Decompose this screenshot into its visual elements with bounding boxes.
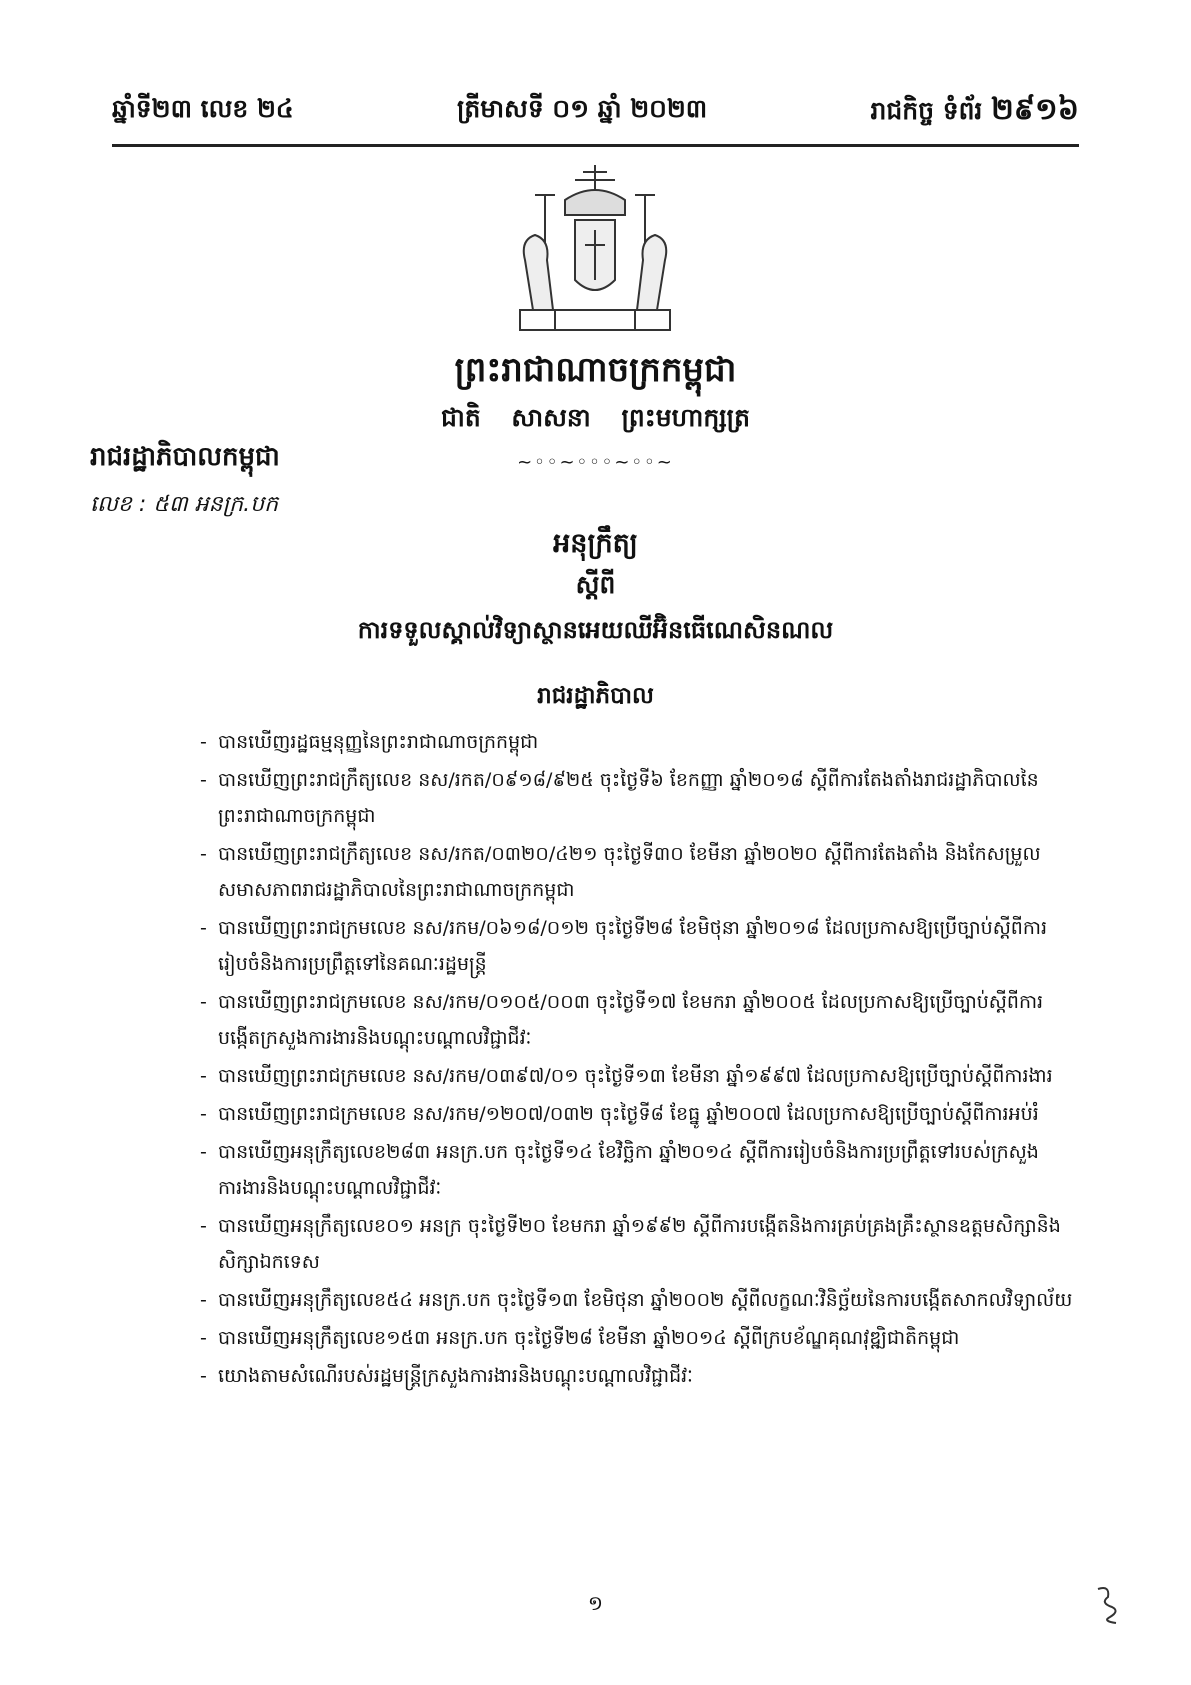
issuing-government: រាជរដ្ឋាភិបាលកម្ពុជា — [90, 442, 280, 472]
recital-item: - បានឃើញព្រះរាជក្រមលេខ នស/រកម/០៦១៨/០១២ ចុះថ្ងៃទី២៨ ខែមិថុនា ឆ្នាំ២០១៨ ដែលប្រកាសឱ្យប្រើច្បាប់ស្តីពីការរៀបចំនិងការប្រព្រឹត្តទៅនៃគណៈរដ្ឋមន្ត្រី — [204, 910, 1079, 982]
recital-item: - បានឃើញអនុក្រឹត្យលេខ២៨៣ អនក្រ.បក ចុះថ្ងៃទី១៤ ខែវិច្ឆិកា ឆ្នាំ២០១៤ ស្តីពីការរៀបចំនិងការប្រព្រឹត្តទៅរបស់ក្រសួងការងារនិងបណ្តុះបណ្តាលវិជ្ជាជីវៈ — [204, 1134, 1079, 1206]
recital-item: - បានឃើញព្រះរាជក្រមលេខ នស/រកម/០១០៥/០០៣ ចុះថ្ងៃទី១៧ ខែមករា ឆ្នាំ២០០៥ ដែលប្រកាសឱ្យប្រើច្បាប់ស្តីពីការបង្កើតក្រសួងការងារនិងបណ្តុះបណ្តាលវិជ្ជាជីវៈ — [204, 984, 1079, 1056]
recital-item: - បានឃើញព្រះរាជក្រឹត្យលេខ នស/រកត/០៩១៨/៩២៥ ចុះថ្ងៃទី៦ ខែកញ្ញា ឆ្នាំ២០១៨ ស្តីពីការតែងតាំងរាជរដ្ឋាភិបាលនៃព្រះរាជាណាចក្រកម្ពុជា — [204, 762, 1079, 834]
header-page — [871, 90, 1079, 134]
recital-item: - បានឃើញអនុក្រឹត្យលេខ១៥៣ អនក្រ.បក ចុះថ្ងៃទី២៨ ខែមីនា ឆ្នាំ២០១៤ ស្តីពីក្របខ័ណ្ឌគុណវុឌ្ឍិជាតិកម្ពុជា — [204, 1320, 1079, 1356]
header-page-number: ២៩១៦ — [991, 92, 1079, 127]
about-label: ស្តីពី — [575, 570, 616, 599]
kingdom-title: ព្រះរាជាណាចក្រកម្ពុជា — [454, 350, 737, 390]
document-number: លេខ : ៥៣ អនក្រ.បក — [90, 492, 279, 517]
recital-item: - បានឃើញព្រះរាជក្រឹត្យលេខ នស/រកត/០៣២០/៤២១ ចុះថ្ងៃទី៣០ ខែមីនា ឆ្នាំ២០២០ ស្តីពីការតែងតាំង និងកែសម្រួលសមាសភាពរាជរដ្ឋាភិបាលនៃព្រះរាជាណាចក្រកម្ពុជា — [204, 836, 1079, 908]
gazette-header — [112, 92, 1079, 132]
national-motto: ជាតិ សាសនា ព្រះមហាក្សត្រ — [441, 403, 750, 432]
decorative-flourish: ~◦◦~◦◦◦~◦◦~ — [517, 452, 674, 473]
header-quarter: ត្រីមាសទី ០១ ឆ្នាំ ២០២៣ — [456, 94, 708, 123]
handwritten-initial-icon — [1090, 1583, 1126, 1625]
header-year-issue: ឆ្នាំទី២៣ លេខ ២៤ — [112, 94, 294, 123]
recital-list — [204, 724, 1079, 1396]
recital-item: - បានឃើញអនុក្រឹត្យលេខ៥៤ អនក្រ.បក ចុះថ្ងៃទី១៣ ខែមិថុនា ឆ្នាំ២០០២ ស្តីពីលក្ខណៈវិនិច្ឆ័យនៃការបង្កើតសាកលវិទ្យាល័យ — [204, 1282, 1079, 1318]
recital-item: - យោងតាមសំណើរបស់រដ្ឋមន្ត្រីក្រសួងការងារនិងបណ្តុះបណ្តាលវិជ្ជាជីវៈ — [204, 1358, 1079, 1394]
document-type: អនុក្រឹត្យ — [553, 528, 638, 559]
issuing-authority: រាជរដ្ឋាភិបាល — [537, 683, 654, 709]
recital-item: - បានឃើញរដ្ឋធម្មនុញ្ញនៃព្រះរាជាណាចក្រកម្ពុជា — [204, 724, 1079, 760]
recital-item: - បានឃើញព្រះរាជក្រមលេខ នស/រកម/១២០៧/០៣២ ចុះថ្ងៃទី៨ ខែធ្នូ ឆ្នាំ២០០៧ ដែលប្រកាសឱ្យប្រើច្បាប់ស្តីពីការអប់រំ — [204, 1096, 1079, 1132]
royal-coat-of-arms-icon — [505, 160, 685, 350]
recital-item: - បានឃើញអនុក្រឹត្យលេខ០១ អនក្រ ចុះថ្ងៃទី២០ ខែមករា ឆ្នាំ១៩៩២ ស្តីពីការបង្កើតនិងការគ្រប់គ្រងគ្រឹះស្ថានឧត្តមសិក្សានិងសិក្សាឯកទេស — [204, 1208, 1079, 1280]
page-number: ១ — [587, 1591, 604, 1615]
recital-item: - បានឃើញព្រះរាជក្រមលេខ នស/រកម/០៣៩៧/០១ ចុះថ្ងៃទី១៣ ខែមីនា ឆ្នាំ១៩៩៧ ដែលប្រកាសឱ្យប្រើច្បាប់ស្តីពីការងារ — [204, 1058, 1079, 1094]
header-page-label: រាជកិច្ច ទំព័រ — [870, 96, 983, 125]
document-subject: ការទទួលស្គាល់វិទ្យាស្ថានអេយឈីអ៊ិនធើណេសិនណល — [357, 616, 834, 644]
header-rule — [112, 144, 1079, 147]
